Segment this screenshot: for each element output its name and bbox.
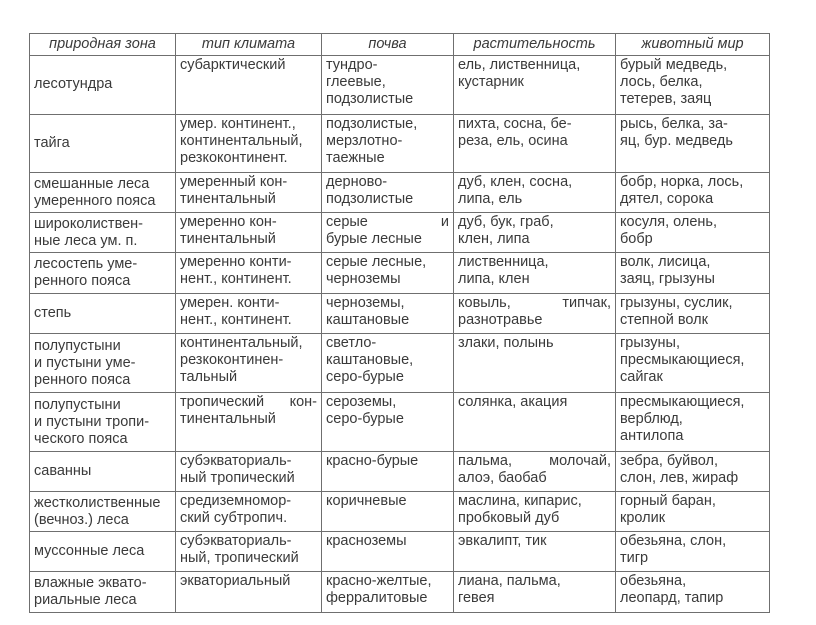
cell-line: реза, ель, осина bbox=[458, 132, 568, 149]
cell-line: зебра, буйвол, bbox=[620, 452, 718, 469]
cell-line: дятел, сорока bbox=[620, 191, 714, 208]
header-plants: растительность bbox=[454, 34, 616, 56]
cell-line: серо-бурые bbox=[326, 411, 404, 428]
cell-zone bbox=[30, 393, 176, 452]
cell-soil bbox=[322, 114, 454, 173]
cell-line: риальные леса bbox=[34, 592, 137, 609]
cell-soil bbox=[322, 572, 454, 613]
cell-plants bbox=[454, 451, 616, 492]
cell-soil bbox=[322, 293, 454, 334]
cell-zone bbox=[30, 212, 176, 253]
cell-climate bbox=[176, 56, 322, 115]
cell-line: ренного пояса bbox=[34, 273, 131, 290]
cell-line: красноземы bbox=[326, 532, 407, 549]
cell-zone bbox=[30, 334, 176, 393]
cell-plants bbox=[454, 173, 616, 212]
cell-line: разнотравье bbox=[458, 311, 543, 328]
cell-line: ческого пояса bbox=[34, 430, 128, 447]
cell-line: рысь, белка, за- bbox=[620, 115, 728, 132]
cell-line: подзолистые bbox=[326, 91, 414, 107]
cell-line: заяц, грызуны bbox=[620, 271, 715, 288]
cell-animals bbox=[616, 114, 770, 173]
cell-line: умеренный кон- bbox=[180, 174, 288, 191]
cell-line: светло- bbox=[326, 335, 377, 352]
header-row bbox=[30, 34, 770, 56]
cell-line: тинентальный bbox=[180, 230, 276, 247]
cell-line: ковыль, типчак, bbox=[458, 294, 611, 311]
cell-line: умеренного пояса bbox=[34, 192, 156, 209]
cell-line: верблюд, bbox=[620, 411, 683, 428]
cell-climate bbox=[176, 492, 322, 531]
cell-plants bbox=[454, 334, 616, 393]
cell-line: субэкваториаль- bbox=[180, 532, 292, 549]
cell-zone bbox=[30, 531, 176, 572]
cell-line: сероземы, bbox=[326, 394, 397, 411]
cell-animals bbox=[616, 393, 770, 452]
cell-line: муссонные леса bbox=[34, 543, 145, 560]
cell-zone bbox=[30, 492, 176, 531]
cell-line: лиана, пальма, bbox=[458, 573, 561, 590]
cell-line: степь bbox=[34, 305, 72, 322]
cell-line: мерзлотно- bbox=[326, 132, 403, 149]
cell-plants bbox=[454, 572, 616, 613]
cell-animals bbox=[616, 334, 770, 393]
cell-animals bbox=[616, 253, 770, 294]
cell-line: злаки, полынь bbox=[458, 335, 554, 352]
cell-line: континентальный, bbox=[180, 132, 303, 149]
cell-line: полупустыни bbox=[34, 396, 121, 413]
cell-line: и пустыни тропи- bbox=[34, 413, 150, 430]
cell-zone bbox=[30, 56, 176, 115]
cell-line: подзолистые, bbox=[326, 115, 418, 132]
cell-line: гевея bbox=[458, 590, 495, 607]
cell-line: дуб, бук, граб, bbox=[458, 213, 554, 230]
cell-line: ный тропический bbox=[180, 469, 295, 486]
cell-line: дерново- bbox=[326, 174, 388, 191]
cell-climate bbox=[176, 253, 322, 294]
cell-line: липа, ель bbox=[458, 191, 523, 208]
cell-line: лесотундра bbox=[34, 76, 113, 93]
cell-line: пресмыкающиеся, bbox=[620, 394, 745, 411]
cell-line: обезьяна, слон, bbox=[620, 532, 727, 549]
cell-plants bbox=[454, 114, 616, 173]
cell-line: грызуны, bbox=[620, 335, 680, 352]
cell-climate bbox=[176, 212, 322, 253]
cell-soil bbox=[322, 492, 454, 531]
header-animals: животный мир bbox=[616, 34, 770, 56]
cell-animals bbox=[616, 531, 770, 572]
cell-line: кустарник bbox=[458, 74, 524, 90]
cell-line: ные леса ум. п. bbox=[34, 232, 138, 249]
cell-zone bbox=[30, 572, 176, 613]
cell-line: серые лесные, bbox=[326, 254, 427, 271]
cell-climate bbox=[176, 334, 322, 393]
table-row bbox=[30, 334, 770, 393]
cell-line: бобр bbox=[620, 230, 653, 247]
cell-line: лесостепь уме- bbox=[34, 256, 138, 273]
cell-line: тетерев, заяц bbox=[620, 91, 712, 107]
cell-line: ферралитовые bbox=[326, 590, 428, 607]
cell-climate bbox=[176, 451, 322, 492]
cell-line: резкоконтинент. bbox=[180, 149, 288, 166]
cell-line: липа, клен bbox=[458, 271, 530, 288]
cell-line: лиственница, bbox=[458, 254, 549, 271]
cell-climate bbox=[176, 293, 322, 334]
table-row bbox=[30, 531, 770, 572]
table-row bbox=[30, 114, 770, 173]
cell-line: серые и bbox=[326, 213, 449, 230]
cell-line: жестколиственные bbox=[34, 494, 161, 511]
cell-line: пихта, сосна, бе- bbox=[458, 115, 572, 132]
cell-animals bbox=[616, 492, 770, 531]
cell-line: тундро- bbox=[326, 57, 378, 73]
cell-climate bbox=[176, 572, 322, 613]
cell-line: субэкваториаль- bbox=[180, 452, 292, 469]
cell-line: таежные bbox=[326, 149, 385, 166]
header-soil: почва bbox=[322, 34, 454, 56]
cell-line: тропический кон- bbox=[180, 394, 317, 411]
header-climate: тип климата bbox=[176, 34, 322, 56]
cell-plants bbox=[454, 253, 616, 294]
cell-animals bbox=[616, 293, 770, 334]
cell-line: ель, лиственница, bbox=[458, 57, 581, 73]
table-row bbox=[30, 393, 770, 452]
cell-line: умеренно конти- bbox=[180, 254, 292, 271]
cell-animals bbox=[616, 56, 770, 115]
cell-zone bbox=[30, 451, 176, 492]
cell-line: бурый медведь, bbox=[620, 57, 728, 73]
cell-animals bbox=[616, 451, 770, 492]
cell-soil bbox=[322, 56, 454, 115]
cell-animals bbox=[616, 212, 770, 253]
cell-line: средиземномор- bbox=[180, 493, 292, 510]
cell-zone bbox=[30, 114, 176, 173]
cell-line: подзолистые bbox=[326, 191, 414, 208]
cell-line: ный, тропический bbox=[180, 549, 299, 566]
cell-line: серо-бурые bbox=[326, 369, 404, 386]
cell-line: степной волк bbox=[620, 311, 708, 328]
cell-line: сайгак bbox=[620, 369, 663, 386]
cell-soil bbox=[322, 253, 454, 294]
table-body bbox=[30, 56, 770, 613]
cell-line: пресмыкающиеся, bbox=[620, 352, 745, 369]
cell-line: ренного пояса bbox=[34, 371, 131, 388]
cell-line: ский субтропич. bbox=[180, 510, 288, 527]
cell-line: полупустыни bbox=[34, 337, 121, 354]
cell-line: бурые лесные bbox=[326, 230, 422, 247]
table-row bbox=[30, 451, 770, 492]
cell-plants bbox=[454, 393, 616, 452]
cell-line: обезьяна, bbox=[620, 573, 687, 590]
cell-line: нент., континент. bbox=[180, 311, 292, 328]
table-row bbox=[30, 212, 770, 253]
cell-line: коричневые bbox=[326, 493, 407, 510]
cell-soil bbox=[322, 173, 454, 212]
cell-line: глеевые, bbox=[326, 74, 386, 90]
cell-animals bbox=[616, 572, 770, 613]
table-row bbox=[30, 293, 770, 334]
cell-line: волк, лисица, bbox=[620, 254, 711, 271]
cell-plants bbox=[454, 56, 616, 115]
cell-line: леопард, тапир bbox=[620, 590, 724, 607]
cell-line: пальма, молочай, bbox=[458, 452, 611, 469]
cell-line: красно-бурые bbox=[326, 452, 419, 469]
cell-line: влажные эквато- bbox=[34, 575, 147, 592]
cell-line: широколиствен- bbox=[34, 215, 144, 232]
cell-line: и пустыни уме- bbox=[34, 354, 136, 371]
cell-line: резкоконтинен- bbox=[180, 352, 284, 369]
cell-line: бобр, норка, лось, bbox=[620, 174, 744, 191]
cell-line: красно-желтые, bbox=[326, 573, 432, 590]
cell-line: тинентальный bbox=[180, 411, 276, 428]
cell-line: маслина, кипарис, bbox=[458, 493, 582, 510]
cell-plants bbox=[454, 212, 616, 253]
table-row bbox=[30, 173, 770, 212]
table-row bbox=[30, 572, 770, 613]
cell-soil bbox=[322, 393, 454, 452]
cell-soil bbox=[322, 212, 454, 253]
cell-line: слон, лев, жираф bbox=[620, 469, 739, 486]
cell-line: (вечноз.) леса bbox=[34, 511, 129, 528]
cell-plants bbox=[454, 492, 616, 531]
cell-plants bbox=[454, 293, 616, 334]
cell-line: континентальный, bbox=[180, 335, 303, 352]
cell-line: субарктический bbox=[180, 57, 286, 73]
cell-zone bbox=[30, 293, 176, 334]
cell-soil bbox=[322, 334, 454, 393]
cell-climate bbox=[176, 114, 322, 173]
cell-animals bbox=[616, 173, 770, 212]
cell-line: умеренно кон- bbox=[180, 213, 277, 230]
cell-line: каштановые, bbox=[326, 352, 414, 369]
cell-line: нент., континент. bbox=[180, 271, 292, 288]
cell-line: экваториальный bbox=[180, 573, 291, 590]
table-row bbox=[30, 253, 770, 294]
cell-line: тайга bbox=[34, 135, 70, 152]
cell-line: саванны bbox=[34, 463, 92, 480]
table-row bbox=[30, 492, 770, 531]
cell-line: тинентальный bbox=[180, 191, 276, 208]
cell-line: смешанные леса bbox=[34, 175, 150, 192]
cell-line: тальный bbox=[180, 369, 238, 386]
cell-line: кролик bbox=[620, 510, 666, 527]
cell-climate bbox=[176, 531, 322, 572]
cell-zone bbox=[30, 253, 176, 294]
cell-line: умер. континент., bbox=[180, 115, 296, 132]
cell-line: лось, белка, bbox=[620, 74, 703, 90]
cell-line: умерен. конти- bbox=[180, 294, 280, 311]
cell-line: антилопа bbox=[620, 428, 684, 445]
cell-line: эвкалипт, тик bbox=[458, 532, 547, 549]
cell-soil bbox=[322, 451, 454, 492]
cell-line: грызуны, суслик, bbox=[620, 294, 733, 311]
cell-climate bbox=[176, 173, 322, 212]
cell-plants bbox=[454, 531, 616, 572]
cell-line: яц, бур. медведь bbox=[620, 132, 733, 149]
cell-line: пробковый дуб bbox=[458, 510, 560, 527]
cell-line: черноземы, bbox=[326, 294, 405, 311]
natural-zones-table bbox=[29, 33, 770, 613]
header-zone: природная зона bbox=[30, 34, 176, 56]
cell-zone bbox=[30, 173, 176, 212]
cell-climate bbox=[176, 393, 322, 452]
cell-line: дуб, клен, сосна, bbox=[458, 174, 573, 191]
cell-line: черноземы bbox=[326, 271, 401, 288]
table-row bbox=[30, 56, 770, 115]
cell-line: клен, липа bbox=[458, 230, 530, 247]
cell-line: косуля, олень, bbox=[620, 213, 717, 230]
cell-soil bbox=[322, 531, 454, 572]
cell-line: тигр bbox=[620, 549, 649, 566]
cell-line: солянка, акация bbox=[458, 394, 568, 411]
cell-line: алоэ, баобаб bbox=[458, 469, 547, 486]
cell-line: каштановые bbox=[326, 311, 410, 328]
cell-line: горный баран, bbox=[620, 493, 716, 510]
